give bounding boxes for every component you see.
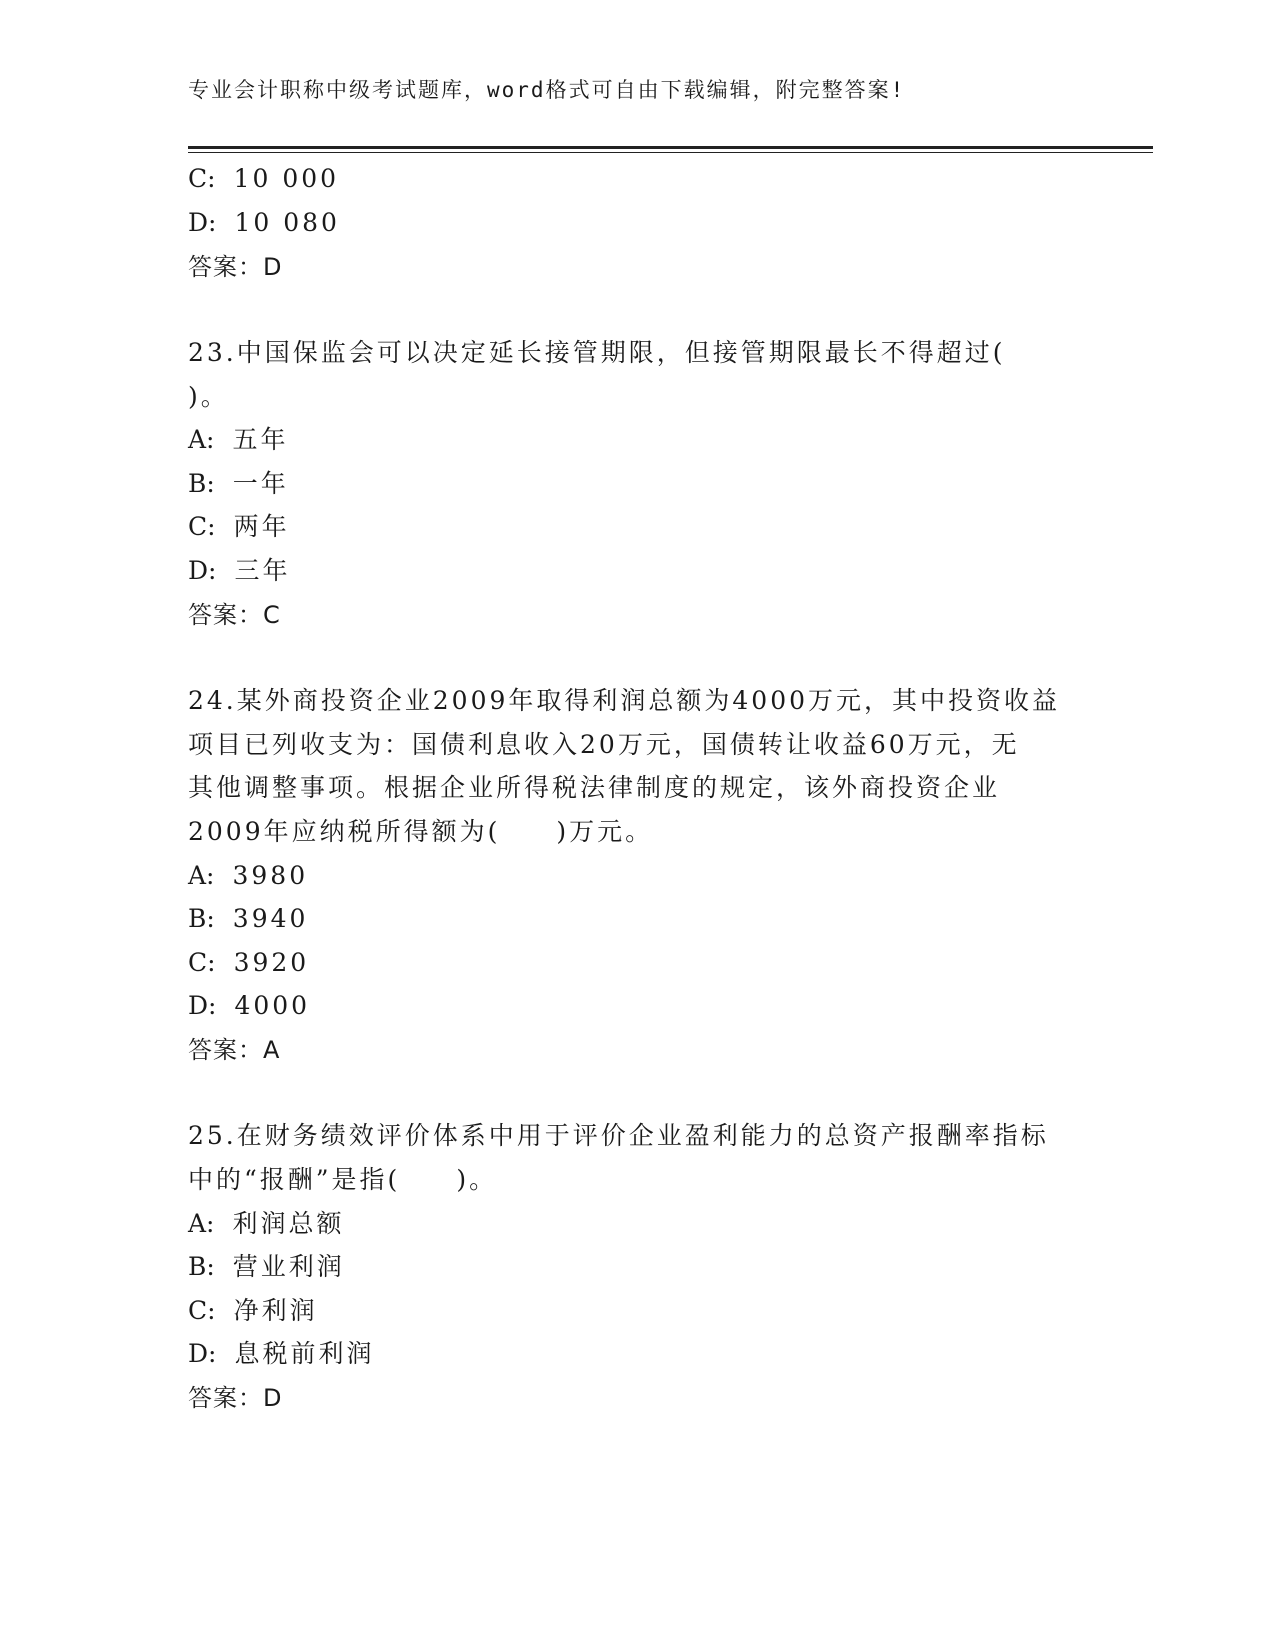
header-rule-thick [188,146,1153,149]
option-text: 息税前利润 [234,1339,375,1368]
option-text: 一年 [232,469,289,498]
option-item [188,861,308,891]
answer-line: 答案：D [188,253,283,281]
option-label: C: [188,948,216,977]
option-label: A: [188,425,215,454]
option-label: D: [188,991,217,1020]
option-label: B: [188,1252,215,1281]
page-header: 专业会计职称中级考试题库，word格式可自由下载编辑，附完整答案! [188,78,906,102]
option-label: C: [188,164,216,193]
option-label: A: [188,1209,215,1238]
question-stem-line: 23.中国保监会可以决定延长接管期限，但接管期限最长不得超过( [188,338,1006,367]
option-text: 4000 [234,991,311,1020]
option-label: C: [188,512,216,541]
option-label: D: [188,556,217,585]
option-item [188,991,310,1021]
option-text: 3940 [232,904,309,933]
option-item [188,1296,318,1326]
question-stem-line: 24.某外商投资企业2009年取得利润总额为4000万元，其中投资收益 [188,686,1061,715]
question-stem-line: 项目已列收支为：国债利息收入20万元，国债转让收益60万元，无 [188,730,1020,759]
option-item [188,512,290,542]
answer-line: 答案：C [188,601,281,629]
question-stem-line: )。 [188,382,229,411]
option-text: 10 080 [234,208,340,237]
option-text: 3980 [232,861,309,890]
option-text: 10 000 [233,164,340,193]
option-item [188,469,289,499]
option-text: 3920 [233,948,310,977]
header-rule-thin [188,152,1153,153]
question-stem-line: 其他调整事项。根据企业所得税法律制度的规定，该外商投资企业 [188,773,1001,802]
option-label: D: [188,1339,217,1368]
option-label: D: [188,208,217,237]
option-label: B: [188,904,215,933]
option-text: 三年 [234,556,291,585]
option-label: A: [188,861,215,890]
option-item [188,1209,345,1239]
question-stem-line: 中的“报酬”是指( )。 [188,1165,498,1194]
answer-line: 答案：D [188,1384,283,1412]
option-text: 五年 [232,425,289,454]
option-item [188,425,289,455]
option-item [188,164,339,194]
option-text: 营业利润 [232,1252,345,1281]
option-text: 两年 [233,512,290,541]
option-label: B: [188,469,215,498]
option-item [188,556,290,586]
option-text: 利润总额 [232,1209,345,1238]
option-item [188,948,309,978]
question-stem-line: 2009年应纳税所得额为( )万元。 [188,817,654,846]
option-text: 净利润 [233,1296,318,1325]
option-item [188,1252,345,1282]
question-stem-line: 25.在财务绩效评价体系中用于评价企业盈利能力的总资产报酬率指标 [188,1121,1049,1150]
option-item [188,1339,374,1369]
answer-line: 答案：A [188,1036,281,1064]
option-item [188,208,340,238]
option-item [188,904,308,934]
option-label: C: [188,1296,216,1325]
